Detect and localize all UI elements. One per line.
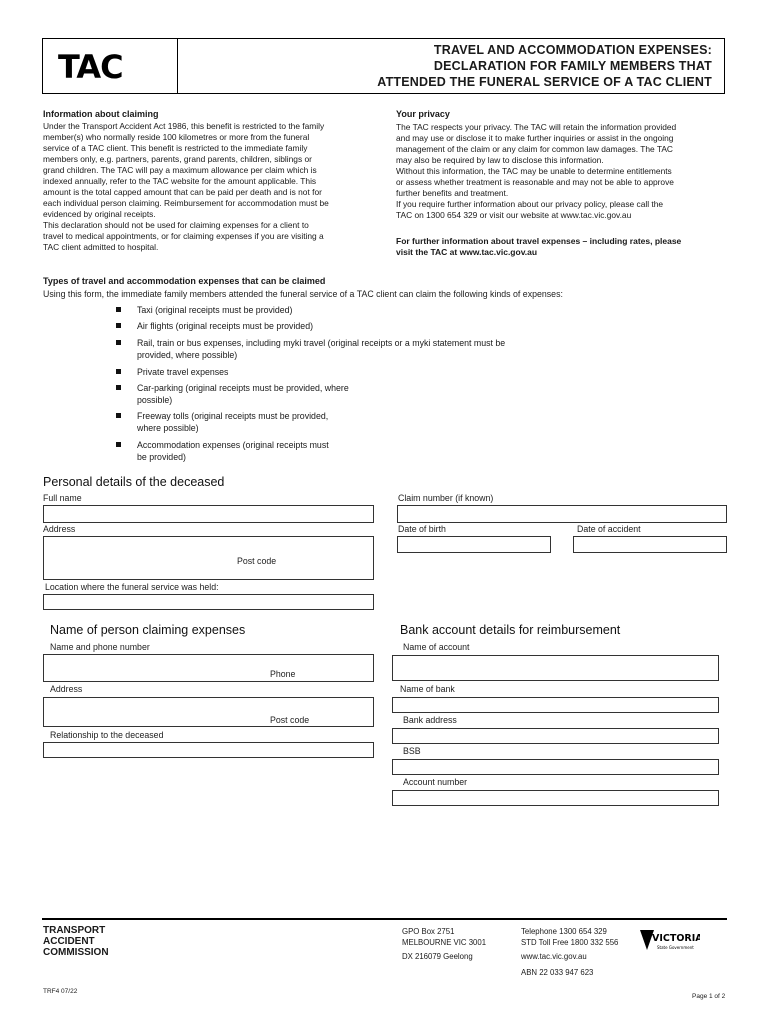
deceased-address-field[interactable] [43,536,374,580]
privacy-line: further benefits and treatment. [396,188,509,198]
date-of-birth-label: Date of birth [398,524,446,534]
address-line: GPO Box 2751 [402,927,455,936]
privacy-line: Without this information, the TAC may be unable to determine entitlements [396,166,672,176]
footer-postal-address [402,926,486,948]
relationship-field[interactable] [43,742,374,758]
funeral-location-field[interactable] [43,594,374,610]
footer-contact [521,926,618,948]
org-line: TRANSPORT [43,925,106,936]
travel-info-note [396,236,681,258]
travel-info-note-line: visit the TAC at www.tac.vic.gov.au [396,247,538,257]
privacy-line: If you require further information about our privacy policy, please call the [396,199,664,209]
bsb-label: BSB [403,746,421,756]
footer-rule [42,918,727,920]
account-number-label: Account number [403,777,468,787]
contact-line: Telephone 1300 654 329 [521,927,607,936]
bullet-icon [116,323,121,328]
list-item: Air flights (original receipts must be provided) [137,321,314,331]
footer-abn: ABN 22 033 947 623 [521,968,594,977]
form-title-line: TRAVEL AND ACCOMMODATION EXPENSES: [433,43,712,57]
victoria-logo-icon [640,928,700,958]
privacy-line: may also be required by law to disclose this information. [396,155,604,165]
info-line: travel to medical appointments, or for claiming expenses if you are visiting a [43,231,324,241]
info-line: This declaration should not be used for claiming expenses for a client to [43,220,309,230]
funeral-location-label: Location where the funeral service was held: [45,582,219,592]
claim-number-field[interactable] [397,505,727,523]
header-divider [177,38,178,94]
bank-name-field[interactable] [392,697,719,713]
org-line: COMMISSION [43,947,109,958]
list-item: Rail, train or bus expenses, including myki travel (original receipts or a myki statement must be provided, where possible) [137,338,506,360]
privacy-line: The TAC respects your privacy. The TAC will retain the information provided [396,122,677,132]
claimant-address-field[interactable] [43,697,374,727]
org-line: ACCIDENT [43,936,95,947]
claimant-name-phone-field[interactable] [43,654,374,682]
bsb-field[interactable] [392,759,719,775]
info-heading: Information about claiming [43,109,159,119]
victoria-logo-mark [640,928,700,958]
bullet-icon [116,340,121,345]
footer-website: www.tac.vic.gov.au [521,952,587,961]
info-line: amount is the total capped amount that can be paid per death and is not for [43,187,322,197]
info-line: members only, e.g. partners, parents, grand parents, children, siblings or [43,154,312,164]
victoria-logo-subtext: State Government [657,945,694,950]
privacy-line: management of the claim or any claim for common law damages. The TAC [396,144,673,154]
privacy-heading: Your privacy [396,109,450,119]
info-text [43,121,329,253]
account-name-label: Name of account [403,642,470,652]
phone-label: Phone [270,669,296,679]
travel-info-note-line: For further information about travel expenses – including rates, please [396,236,682,246]
info-line: evidenced by original receipts. [43,209,156,219]
info-line: member(s) who normally reside 100 kilometres or more from the funeral [43,132,310,142]
info-line: TAC client admitted to hospital. [43,242,159,252]
bank-address-label: Bank address [403,715,457,725]
date-of-birth-field[interactable] [397,536,551,553]
full-name-label: Full name [43,493,82,503]
bullet-icon [116,307,121,312]
list-item: Taxi (original receipts must be provided) [137,305,293,315]
page-number: Page 1 of 2 [692,993,726,1000]
claim-number-label: Claim number (if known) [398,493,494,503]
privacy-text [396,122,676,221]
bullet-icon [116,369,121,374]
date-of-accident-field[interactable] [573,536,727,553]
deceased-address-label: Address [43,524,76,534]
list-item: Accommodation expenses (original receipts must be provided) [137,440,329,462]
name-phone-label: Name and phone number [50,642,150,652]
form-title [377,42,712,90]
bank-address-field[interactable] [392,728,719,744]
form-title-line: ATTENDED THE FUNERAL SERVICE OF A TAC CLIENT [377,75,712,89]
privacy-line: or assess whether treatment is reasonable and may not be able to approve [396,177,674,187]
form-code: TRF4 07/22 [43,988,78,995]
claimant-address-label: Address [50,684,83,694]
footer-dx: DX 216079 Geelong [402,952,473,961]
account-number-field[interactable] [392,790,719,806]
claimant-postcode-label: Post code [270,715,310,725]
relationship-label: Relationship to the deceased [50,730,164,740]
info-line: indexed annually, refer to the TAC website for the amount applicable. This [43,176,317,186]
deceased-postcode-label: Post code [237,556,277,566]
bullet-icon [116,413,121,418]
privacy-line: TAC on 1300 654 329 or visit our website at www.tac.vic.gov.au [396,210,632,220]
types-intro: Using this form, the immediate family members attended the funeral service of a TAC client can claim the following kinds of expenses: [43,289,563,299]
bank-name-label: Name of bank [400,684,455,694]
info-line: service of a TAC client. This benefit is restricted to the immediate family [43,143,308,153]
account-name-field[interactable] [392,655,719,681]
info-line: each individual person claiming. Reimbursement for accommodation must be [43,198,329,208]
deceased-full-name-field[interactable] [43,505,374,523]
list-item: Freeway tolls (original receipts must be provided, where possible) [137,411,329,433]
claimant-heading: Name of person claiming expenses [50,623,246,637]
bank-heading: Bank account details for reimbursement [400,623,621,637]
bullet-icon [116,385,121,390]
form-title-line: DECLARATION FOR FAMILY MEMBERS THAT [433,59,712,73]
privacy-line: and may use or disclose it to make further inquiries or assist in the ongoing [396,133,674,143]
date-of-accident-label: Date of accident [577,524,641,534]
types-heading: Types of travel and accommodation expenses that can be claimed [43,276,326,286]
info-line: Under the Transport Accident Act 1986, this benefit is restricted to the family [43,121,325,131]
list-item: Car-parking (original receipts must be provided, where possible) [137,383,349,405]
victoria-logo-text: VICTORIA [652,933,700,944]
deceased-heading: Personal details of the deceased [43,475,225,489]
contact-line: STD Toll Free 1800 332 556 [521,938,619,947]
bullet-icon [116,442,121,447]
info-line: grand children. The TAC will pay a maximum allowance per claim which is [43,165,317,175]
address-line: MELBOURNE VIC 3001 [402,938,487,947]
tac-logo: TAC [58,48,123,86]
list-item: Private travel expenses [137,367,229,377]
footer-org-name [43,925,109,958]
